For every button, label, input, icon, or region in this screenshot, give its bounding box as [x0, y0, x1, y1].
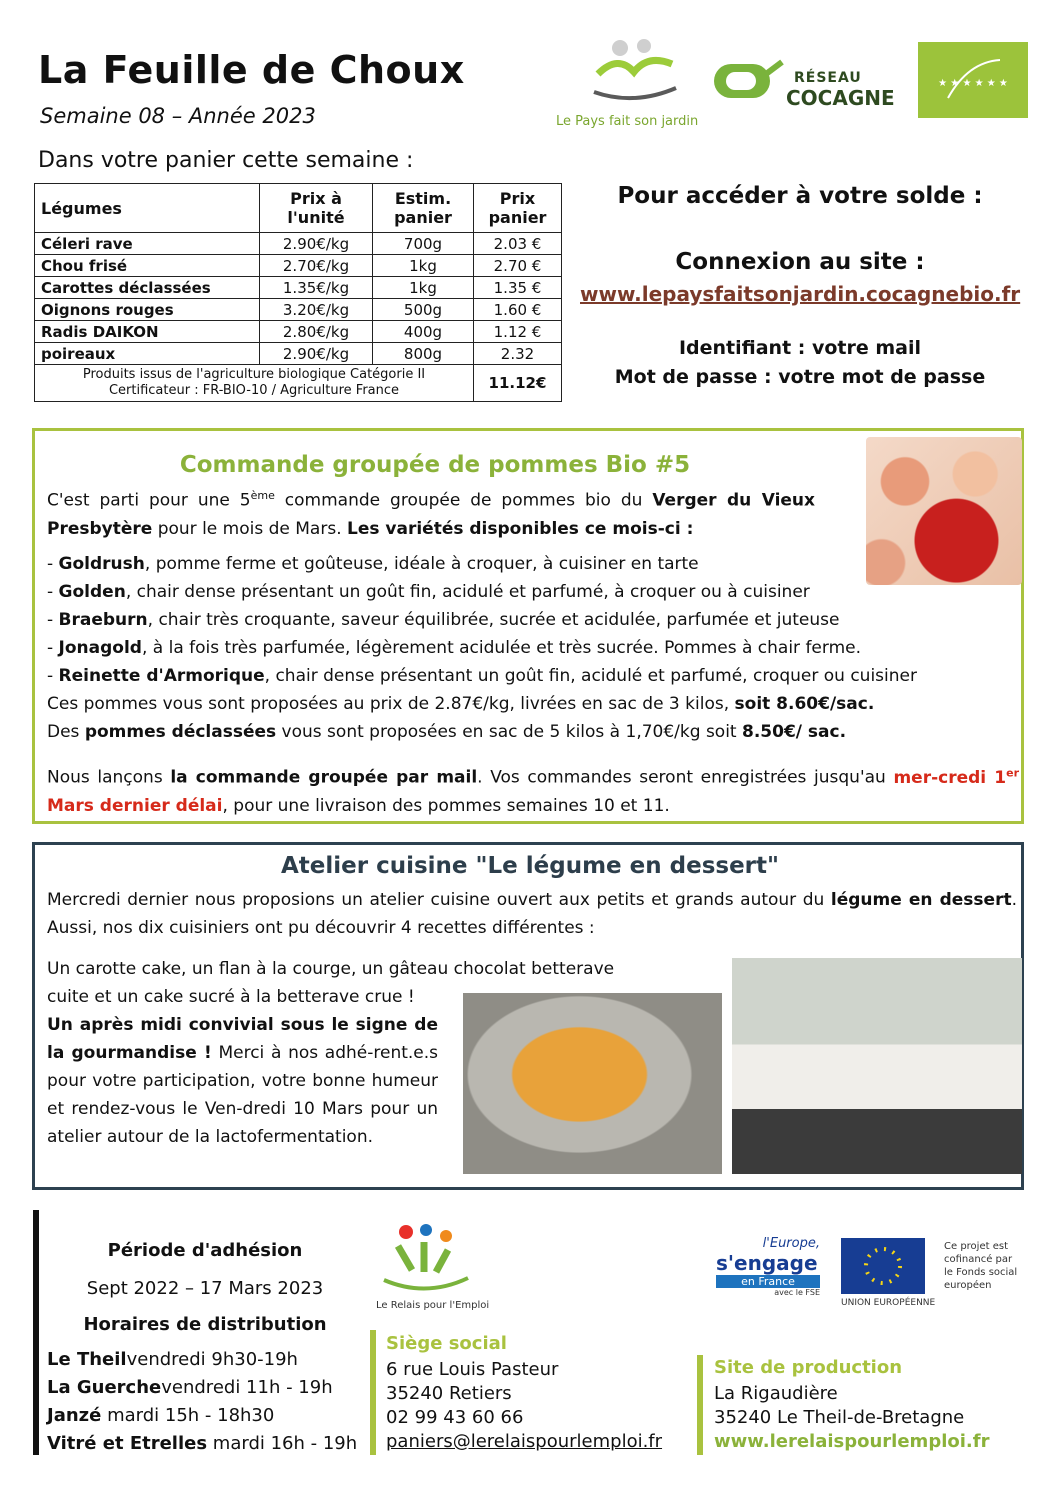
panier-heading: Dans votre panier cette semaine :: [38, 148, 414, 173]
site-address: [714, 1382, 989, 1454]
schedule-place: Vitré et Etrelles: [47, 1433, 208, 1454]
price-text: Ces pommes vous sont proposées au prix de 2.87€/kg, livrées en sac de 3 kilos,: [47, 694, 735, 714]
veg-price: 2.80€/kg: [260, 321, 373, 343]
schedule-place: La Guerche: [47, 1377, 162, 1398]
siege-divider: [370, 1330, 376, 1455]
site-web[interactable]: www.lerelaispourlemploi.fr: [714, 1431, 990, 1452]
list-item: [47, 1374, 367, 1402]
veg-name: Radis DAIKON: [35, 321, 260, 343]
footer-divider: [33, 1210, 39, 1455]
variety-name: Jonagold: [58, 638, 142, 658]
intro-text-c: pour le mois de Mars.: [152, 518, 347, 539]
list-item: - Braeburn, chair très croquante, saveur équilibrée, sucrée et acidulée, parfumée et juteuse: [47, 610, 840, 630]
list-item: - Goldrush, pomme ferme et goûteuse, idéale à croquer, à cuisiner en tarte: [47, 554, 699, 574]
list-item: - Jonagold, à la fois très parfumée, légèrement acidulée et très sucrée. Pommes à chair ferme.: [47, 638, 862, 658]
veg-total: 2.32: [474, 343, 562, 365]
table-footer-row: [35, 365, 562, 402]
eu-organic-logo: [918, 42, 1028, 118]
europe-line1: l'Europe,: [762, 1236, 820, 1251]
veg-name: Oignons rouges: [35, 299, 260, 321]
atelier-title: Atelier cuisine "Le légume en dessert": [280, 853, 780, 879]
decl-text-a: Des: [47, 722, 85, 742]
cake-photo: [463, 993, 722, 1174]
variety-name: Golden: [58, 582, 126, 602]
atelier-text-a: Mercredi dernier nous proposions un atelier cuisine ouvert aux petits et grands autour du: [47, 890, 831, 910]
europe-line3: en France: [716, 1275, 820, 1288]
cocagne-label: COCAGNE: [786, 86, 895, 110]
siege-line: 6 rue Louis Pasteur: [386, 1359, 559, 1380]
veg-total: 2.03 €: [474, 233, 562, 255]
veg-name: Céleri rave: [35, 233, 260, 255]
veg-qty: 400g: [373, 321, 474, 343]
list-item: - Reinette d'Armorique, chair dense présentant un goût fin, acidulé et parfumé, croquer ou cuisiner: [47, 666, 917, 686]
pommes-intro: [47, 482, 815, 543]
schedule-time: vendredi 11h - 19h: [161, 1377, 333, 1398]
veg-price: 2.90€/kg: [260, 343, 373, 365]
identifiant-text: Identifiant : votre mail: [678, 337, 922, 359]
site-line: La Rigaudière: [714, 1383, 838, 1404]
reseau-label: RÉSEAU: [794, 70, 862, 86]
schedule-place: Le Theil: [47, 1349, 127, 1370]
veg-name: poireaux: [35, 343, 260, 365]
certification-note: [35, 365, 474, 402]
schedule-time: vendredi 9h30-19h: [126, 1349, 298, 1370]
siege-title: Siège social: [386, 1333, 507, 1354]
veg-price: 3.20€/kg: [260, 299, 373, 321]
connexion-heading: Connexion au site :: [675, 249, 925, 275]
col-prix-unite: Prix à l'unité: [260, 184, 373, 233]
periode-dates: Sept 2022 – 17 Mars 2023: [86, 1278, 324, 1299]
certification-line2: Certificateur : FR-BIO-10 / Agriculture France: [108, 383, 400, 398]
horaires-title: Horaires de distribution: [83, 1314, 327, 1335]
pommes-title: Commande groupée de pommes Bio #5: [179, 452, 691, 478]
site-line: 35240 Le Theil-de-Bretagne: [714, 1407, 965, 1428]
variety-desc: , chair très croquante, saveur équilibrée, sucrée et acidulée, parfumée et juteuse: [147, 610, 840, 630]
list-item: [47, 1346, 367, 1374]
variety-desc: , chair dense présentant un goût fin, acidulé et parfumé, croquer ou cuisiner: [264, 666, 917, 686]
variety-desc: , chair dense présentant un goût fin, acidulé et parfumé, à croquer ou à cuisiner: [125, 582, 810, 602]
recipes-line2: cuite et un cake sucré à la betterave crue !: [47, 987, 415, 1007]
access-heading: Pour accéder à votre solde :: [617, 183, 983, 209]
siege-line: 35240 Retiers: [386, 1383, 512, 1404]
pays-jardin-logo: [588, 34, 682, 106]
veg-qty: 1kg: [373, 277, 474, 299]
table-row: [35, 299, 562, 321]
site-divider: [697, 1355, 703, 1455]
certification-line1: Produits issus de l'agriculture biologique Catégorie II: [82, 367, 426, 382]
relais-logo: [378, 1222, 474, 1296]
password-text: Mot de passe : votre mot de passe: [614, 366, 986, 388]
intro-sup: ème: [250, 489, 275, 502]
veg-total: 1.60 €: [474, 299, 562, 321]
schedule-time: mardi 15h - 18h30: [101, 1405, 275, 1426]
veg-total: 1.35 €: [474, 277, 562, 299]
workshop-photo: [732, 958, 1022, 1174]
fse-text: Ce projet est cofinancé par le Fonds social européen: [944, 1241, 1018, 1291]
deadline-text-a: mer-credi 1: [893, 767, 1007, 788]
periode-title: Période d'adhésion: [107, 1240, 303, 1261]
table-row: [35, 233, 562, 255]
thanks-text: Merci à nos adhé-rent.e.s pour votre participation, votre bonne humeur et rendez-vous le Ven-dredi 10 Mars pour un atelier autour de la lactofermentation.: [47, 1043, 439, 1147]
schedule-time: mardi 16h - 19h: [207, 1433, 358, 1454]
site-title: Site de production: [714, 1357, 903, 1378]
vegetable-table: [34, 183, 562, 402]
veg-total: 2.70 €: [474, 255, 562, 277]
europe-line4: avec le FSE: [774, 1288, 820, 1297]
launch-text-a: Nous lançons: [47, 767, 171, 788]
eu-flag: [841, 1238, 925, 1294]
veg-qty: 800g: [373, 343, 474, 365]
convivial-bold: Un après midi convivial sous le signe de la gourmandise !: [47, 1015, 438, 1063]
siege-line: 02 99 43 60 66: [386, 1407, 524, 1428]
table-row: [35, 321, 562, 343]
atelier-text-b: . Aussi, nos dix cuisiniers ont pu découvrir 4 recettes différentes :: [47, 890, 1017, 938]
varieties-list: [47, 550, 1022, 746]
svg-text:★ ★ ★ ★ ★ ★: ★ ★ ★ ★ ★ ★: [938, 78, 1008, 89]
credentials: [580, 334, 1020, 392]
site-link[interactable]: www.lepaysfaitsonjardin.cocagnebio.fr: [580, 282, 1021, 306]
veg-price: 1.35€/kg: [260, 277, 373, 299]
list-item: [47, 1430, 367, 1458]
veg-price: 2.90€/kg: [260, 233, 373, 255]
launch-bold: la commande groupée par mail: [170, 767, 478, 788]
grand-total: 11.12€: [474, 365, 562, 402]
europe-line2: s'engage: [716, 1251, 818, 1275]
deadline-text-b: Mars dernier délai: [47, 795, 223, 816]
europe-logo: [716, 1236, 820, 1306]
list-item: [47, 1402, 367, 1430]
relais-caption: Le Relais pour l'Emploi: [376, 1300, 490, 1311]
launch-paragraph: [47, 759, 1019, 820]
atelier-bold: légume en dessert: [830, 890, 1012, 910]
intro-text: C'est parti pour une 5: [47, 490, 251, 511]
veg-qty: 700g: [373, 233, 474, 255]
veg-price: 2.70€/kg: [260, 255, 373, 277]
declassees-line: [47, 718, 1022, 746]
veg-name: Chou frisé: [35, 255, 260, 277]
veg-qty: 500g: [373, 299, 474, 321]
thanks-paragraph: [47, 1011, 438, 1151]
veg-qty: 1kg: [373, 255, 474, 277]
intro-text-b: commande groupée de pommes bio du: [274, 490, 653, 511]
decl-price: 8.50€/ sac.: [742, 722, 847, 742]
verger-name: Verger du Vieux Presbytère: [47, 490, 815, 539]
page-title: La Feuille de Choux: [38, 48, 465, 92]
list-item: - Golden, chair dense présentant un goût fin, acidulé et parfumé, à croquer ou à cuisiner: [47, 582, 810, 602]
atelier-intro: [47, 886, 1017, 942]
schedule-place: Janzé: [47, 1405, 102, 1426]
launch-text-c: , pour une livraison des pommes semaines 10 et 11.: [222, 795, 670, 816]
deadline-sup: er: [1006, 766, 1020, 779]
col-legumes: Légumes: [35, 184, 260, 233]
variety-name: Reinette d'Armorique: [58, 666, 265, 686]
variety-name: Braeburn: [58, 610, 148, 630]
siege-address: [386, 1358, 662, 1454]
veg-total: 1.12 €: [474, 321, 562, 343]
table-row: [35, 255, 562, 277]
variety-desc: , pomme ferme et goûteuse, idéale à croquer, à cuisiner en tarte: [144, 554, 699, 574]
recipes-line1: Un carotte cake, un flan à la courge, un gâteau chocolat betterave: [47, 959, 615, 979]
launch-text-b: . Vos commandes seront enregistrées jusqu'au: [477, 767, 894, 788]
col-prix-panier: Prix panier: [474, 184, 562, 233]
price-per-bag: soit 8.60€/sac.: [734, 694, 875, 714]
siege-email[interactable]: paniers@lerelaispourlemploi.fr: [386, 1431, 663, 1452]
cocagne-logo: [710, 56, 786, 106]
schedule-list: [47, 1346, 367, 1458]
page-subtitle: Semaine 08 – Année 2023: [40, 104, 316, 128]
logo-caption: Le Pays fait son jardin: [556, 114, 699, 129]
varieties-heading: Les variétés disponibles ce mois-ci :: [347, 518, 694, 539]
decl-text-b: vous sont proposées en sac de 5 kilos à 1,70€/kg soit: [276, 722, 742, 742]
table-row: [35, 343, 562, 365]
veg-name: Carottes déclassées: [35, 277, 260, 299]
price-line: [47, 690, 1022, 718]
variety-desc: , à la fois très parfumée, légèrement acidulée et très sucrée. Pommes à chair ferme.: [141, 638, 862, 658]
decl-bold: pommes déclassées: [84, 722, 277, 742]
ue-caption: UNION EUROPÉENNE: [841, 1298, 936, 1308]
variety-name: Goldrush: [58, 554, 145, 574]
col-estim: Estim. panier: [373, 184, 474, 233]
table-row: [35, 277, 562, 299]
